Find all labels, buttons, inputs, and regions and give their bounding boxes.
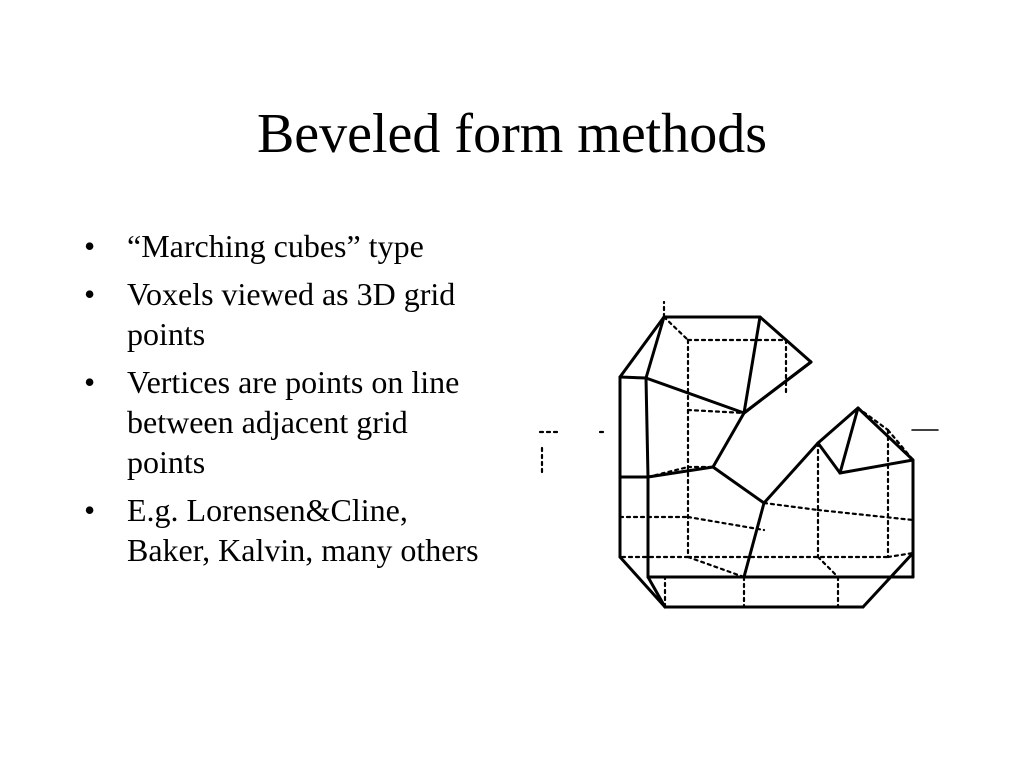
solid-edges — [620, 317, 913, 607]
slide-title: Beveled form methods — [256, 103, 768, 165]
bullet-text: Voxels viewed as 3D grid points — [127, 276, 456, 352]
bullet-marker: • — [84, 276, 96, 312]
bullet-item-examples — [84, 490, 484, 570]
beveled-polyhedron-drawing — [528, 280, 948, 620]
bullet-item-marching-cubes — [84, 226, 484, 266]
bullet-text: E.g. Lorensen&Cline, Baker, Kalvin, many others — [127, 492, 479, 568]
bullet-marker: • — [84, 364, 96, 400]
bullet-text: “Marching cubes” type — [127, 228, 424, 264]
bullet-marker: • — [84, 492, 96, 528]
bullet-list — [84, 226, 484, 578]
beveled-polyhedron-figure — [528, 280, 948, 620]
bullet-item-vertices — [84, 362, 484, 482]
bullet-marker: • — [84, 228, 96, 264]
hidden-edges — [540, 302, 913, 607]
bullet-item-voxels — [84, 274, 484, 354]
bullet-text: Vertices are points on line between adjacent grid points — [127, 364, 460, 480]
